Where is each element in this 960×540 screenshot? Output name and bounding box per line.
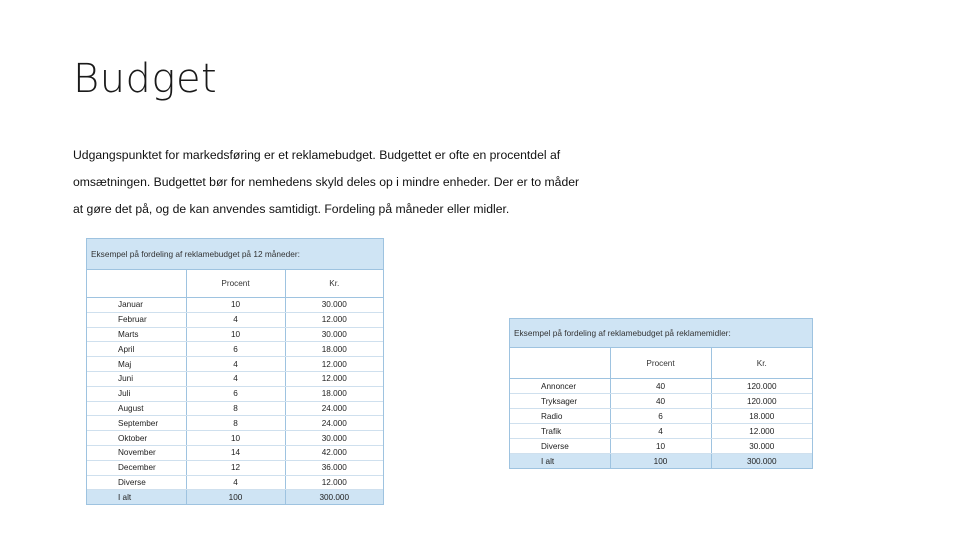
percent-cell: 8 [186,416,285,431]
row-label: Tryksager [510,394,610,409]
amount-cell: 12.000 [285,312,383,327]
row-label: Juni [87,371,186,386]
amount-cell: 30.000 [285,431,383,446]
table-row [87,475,383,490]
table-row [87,371,383,386]
row-label: Januar [87,298,186,313]
table-row [87,342,383,357]
amount-cell: 24.000 [285,401,383,416]
amount-cell: 18.000 [285,386,383,401]
amount-cell: 24.000 [285,416,383,431]
row-label: Diverse [510,439,610,454]
amount-cell: 12.000 [285,357,383,372]
row-label: Radio [510,409,610,424]
table-row [510,409,812,424]
table-row [87,401,383,416]
percent-cell: 6 [610,409,711,424]
paragraph-line: Udgangspunktet for markedsføring er et reklamebudget. Budgettet er ofte en procentdel af [73,148,561,162]
amount-cell: 42.000 [285,445,383,460]
percent-cell: 10 [186,431,285,446]
budget-media-table [509,318,813,469]
amount-cell: 12.000 [285,475,383,490]
row-label: Juli [87,386,186,401]
table-caption: Eksempel på fordeling af reklamebudget på reklamemidler: [510,319,812,348]
percent-cell: 100 [610,454,711,469]
intro-paragraph [73,142,633,223]
row-label: November [87,445,186,460]
percent-cell: 4 [186,357,285,372]
table-row [87,298,383,313]
table-row [87,445,383,460]
percent-cell: 4 [186,371,285,386]
column-header [510,348,610,379]
percent-cell: 10 [186,298,285,313]
table-row [87,386,383,401]
percent-cell: 6 [186,342,285,357]
budget-months-table [86,238,384,505]
row-label: Trafik [510,424,610,439]
table-row [87,327,383,342]
percent-cell: 4 [186,312,285,327]
column-header: Kr. [711,348,812,379]
row-label: December [87,460,186,475]
amount-cell: 36.000 [285,460,383,475]
row-label: Oktober [87,431,186,446]
amount-cell: 18.000 [285,342,383,357]
table-row [87,416,383,431]
column-header: Procent [186,270,285,298]
total-row [87,490,383,504]
percent-cell: 12 [186,460,285,475]
amount-cell: 300.000 [285,490,383,504]
paragraph-line: omsætningen. Budgettet bør for nemhedens skyld deles op i mindre enheder. Der er to måder [73,175,580,189]
table-row [87,460,383,475]
total-row [510,454,812,469]
column-header [87,270,186,298]
percent-cell: 40 [610,394,711,409]
amount-cell: 18.000 [711,409,812,424]
row-label: Maj [87,357,186,372]
table-row [87,357,383,372]
row-label: Diverse [87,475,186,490]
row-label: Marts [87,327,186,342]
row-label: Annoncer [510,379,610,394]
amount-cell: 12.000 [285,371,383,386]
table-row [87,312,383,327]
percent-cell: 6 [186,386,285,401]
percent-cell: 4 [610,424,711,439]
percent-cell: 8 [186,401,285,416]
row-label: Februar [87,312,186,327]
percent-cell: 14 [186,445,285,460]
row-label: September [87,416,186,431]
amount-cell: 30.000 [711,439,812,454]
amount-cell: 30.000 [285,298,383,313]
row-label: August [87,401,186,416]
amount-cell: 30.000 [285,327,383,342]
percent-cell: 4 [186,475,285,490]
table-row [510,379,812,394]
table-caption: Eksempel på fordeling af reklamebudget på 12 måneder: [87,239,383,270]
percent-cell: 10 [610,439,711,454]
paragraph-line: at gøre det på, og de kan anvendes samtidigt. Fordeling på måneder eller midler. [73,202,510,216]
row-label: April [87,342,186,357]
column-header: Procent [610,348,711,379]
amount-cell: 300.000 [711,454,812,469]
table-row [510,439,812,454]
table-row [510,424,812,439]
amount-cell: 12.000 [711,424,812,439]
table-row [510,394,812,409]
amount-cell: 120.000 [711,379,812,394]
row-label: I alt [87,490,186,504]
percent-cell: 100 [186,490,285,504]
percent-cell: 40 [610,379,711,394]
row-label: I alt [510,454,610,469]
column-header: Kr. [285,270,383,298]
table-row [87,431,383,446]
percent-cell: 10 [186,327,285,342]
amount-cell: 120.000 [711,394,812,409]
slide-title: Budget [73,56,218,102]
